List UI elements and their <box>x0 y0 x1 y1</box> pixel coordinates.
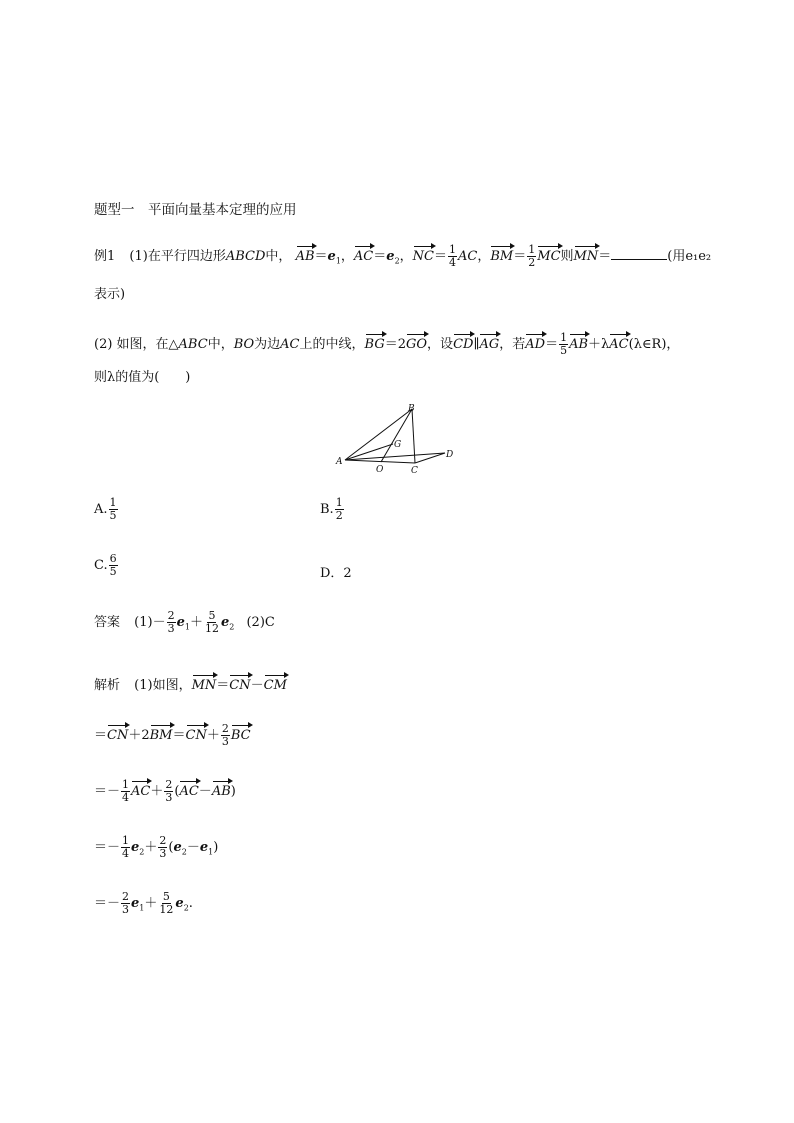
point-label-C: C <box>411 466 418 476</box>
example-1-part-2-line-2: 则λ的值为( ) <box>94 370 191 385</box>
analysis-line-2: ＝CN＋2BM＝CN＋ $\frac{2}{3}$ BC <box>94 722 251 748</box>
point-label-D: D <box>446 450 454 460</box>
section-title: 题型一 平面向量基本定理的应用 <box>94 202 297 218</box>
example-1-part-1: 例1 (1)在平行四边形ABCD中， $AB=e_1$，$AC=e_2$，NC＝ $\frac{1}{4}$ AC，BM＝ $\frac{1}{2}$ MC则MN＝ (用e₁e₂ <box>94 243 712 269</box>
segment-AC <box>345 460 415 463</box>
analysis-line-5: ＝－ $\frac{2}{3}$ $e_1+$ $\frac{5}{12}$ $e_2$. <box>94 890 193 916</box>
answer-blank[interactable] <box>611 247 667 260</box>
option-a[interactable]: A. $\frac{1}{5}$ <box>94 496 117 522</box>
example-label: 例1 <box>94 249 116 264</box>
example-1-part-2: (2) 如图，在△ABC中，BO为边AC上的中线，BG＝2GO，设CD∥AG，若AD＝ $\frac{1}{5}$ AB＋λAC(λ∈R)， <box>94 331 680 357</box>
point-label-B: B <box>408 404 415 414</box>
point-label-O: O <box>376 465 384 475</box>
option-b[interactable]: B. $\frac{1}{2}$ <box>320 496 343 522</box>
answer: 答案 (1)－ $\frac{2}{3}$ $e_1+$ $\frac{5}{12}$ $e_2$ (2)C <box>94 609 275 635</box>
option-d[interactable]: D．2 <box>320 566 352 581</box>
point-label-A: A <box>336 457 343 467</box>
triangle-figure <box>335 400 460 478</box>
analysis-line-4: ＝－ $\frac{1}{4}$ $e_2+$ $\frac{2}{3}$ $(e_2-e_1)$ <box>94 834 219 860</box>
analysis-line-1: 解析 (1)如图，MN＝CN－CM <box>94 678 287 693</box>
example-1-part-1-tail: 表示) <box>94 287 126 302</box>
analysis-line-3: ＝－ $\frac{1}{4}$ AC＋ $\frac{2}{3}$ (AC－AB) <box>94 778 236 804</box>
segment-AD <box>345 453 445 460</box>
segment-AB <box>345 409 412 460</box>
point-label-G: G <box>394 440 402 450</box>
option-c[interactable]: C. $\frac{6}{5}$ <box>94 552 117 578</box>
segment-BO <box>381 409 412 462</box>
